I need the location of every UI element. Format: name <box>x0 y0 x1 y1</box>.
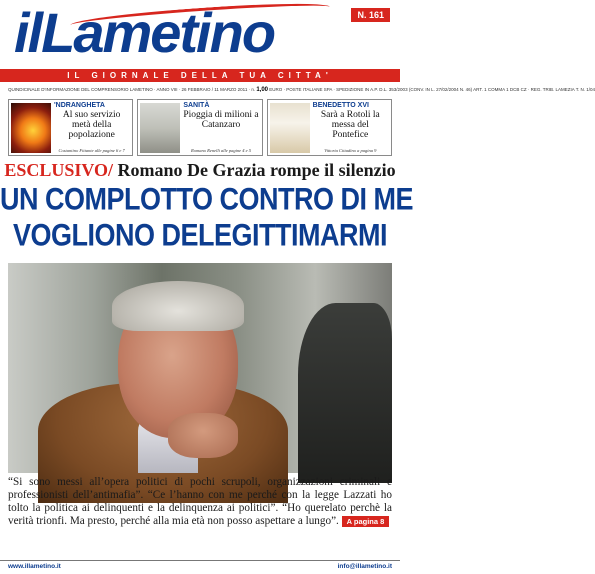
teaser-strip <box>8 99 392 156</box>
teaser-headline: Al suo servizio metà della popolazione <box>62 110 121 140</box>
teaser-category: BENEDETTO XVI <box>312 102 369 109</box>
kicker-label: ESCLUSIVO/ <box>4 160 114 180</box>
website-link[interactable]: www.illametino.it <box>8 563 61 570</box>
quote-text: “Si sono messi all’opera politici di pochi scrupoli, organizzazioni criminali e professionisti dell’antimafia”. “Ce l’hanno con me perché con la legge Lazzati ho tolto la politica ai delinquenti e la delinquenza ai politici”. “Ho querelato perchè la verità trionfi. Ma presto, perché alla mia età non posso aspettare a lungo”. <box>8 476 392 527</box>
newspaper-logo[interactable]: ilLametino <box>14 1 275 64</box>
infoline-text: QUINDICINALE D'INFORMAZIONE DEL COMPRENSORIO LAMETINO · ANNO VIII · 26 FEBBRAIO / 11 MARZO 2011 · n. <box>8 87 257 92</box>
teaser-benedetto[interactable] <box>267 99 392 156</box>
portrait-hand <box>168 413 238 458</box>
teaser-sanita[interactable] <box>137 99 262 156</box>
tagline-bar: IL GIORNALE DELLA TUA CITTA' <box>0 69 400 82</box>
teaser-category: 'NDRANGHETA <box>54 102 105 109</box>
publication-infoline <box>8 84 595 96</box>
footer <box>0 560 400 574</box>
teaser-ndrangheta[interactable] <box>8 99 133 156</box>
teaser-text <box>313 102 388 140</box>
teaser-text <box>54 102 129 140</box>
rain-photo <box>140 103 180 153</box>
kicker-line <box>0 159 400 181</box>
background-figure <box>298 303 392 483</box>
issue-number-badge: N. 161 <box>351 8 390 22</box>
masthead <box>0 0 400 72</box>
pope-photo <box>270 103 310 153</box>
infoline-tail: EURO · POSTE ITALIANE SPA · SPEDIZIONE IN A.P. D.L. 353/2003 (CONV. IN L. 27/02/2004 N. 46) ART. 1 COMMA 1 DCB CZ · REG. TRIB. LAMEZIA T. N. 1/04 <box>268 87 595 92</box>
main-headline-line1[interactable]: UN COMPLOTTO CONTRO DI ME <box>0 181 413 217</box>
lead-quote <box>8 476 392 548</box>
page-ref-tag[interactable]: A pagina 8 <box>342 516 390 527</box>
portrait-hair <box>112 281 244 331</box>
price: 1,00 <box>256 87 269 93</box>
teaser-page-ref: Costantino Fittante alle pagine 6 e 7 <box>58 148 125 153</box>
fire-photo <box>11 103 51 153</box>
kicker-text: Romano De Grazia rompe il silenzio <box>113 160 396 180</box>
teaser-category: SANITÀ <box>183 102 210 109</box>
teaser-text <box>183 102 258 130</box>
lead-photo <box>8 263 392 473</box>
email-link[interactable]: info@illametino.it <box>337 563 392 570</box>
teaser-page-ref: Vittoria Cittadino a pagina 9 <box>324 148 377 153</box>
main-headline-line2[interactable]: VOGLIONO DELEGITTIMARMI <box>13 217 387 253</box>
teaser-headline: Pioggia di milioni a Catanzaro <box>183 110 259 130</box>
teaser-page-ref: Romano Renelli alle pagine 4 e 5 <box>190 148 251 153</box>
teaser-headline: Sarà a Rotoli la messa del Pontefice <box>320 110 380 140</box>
